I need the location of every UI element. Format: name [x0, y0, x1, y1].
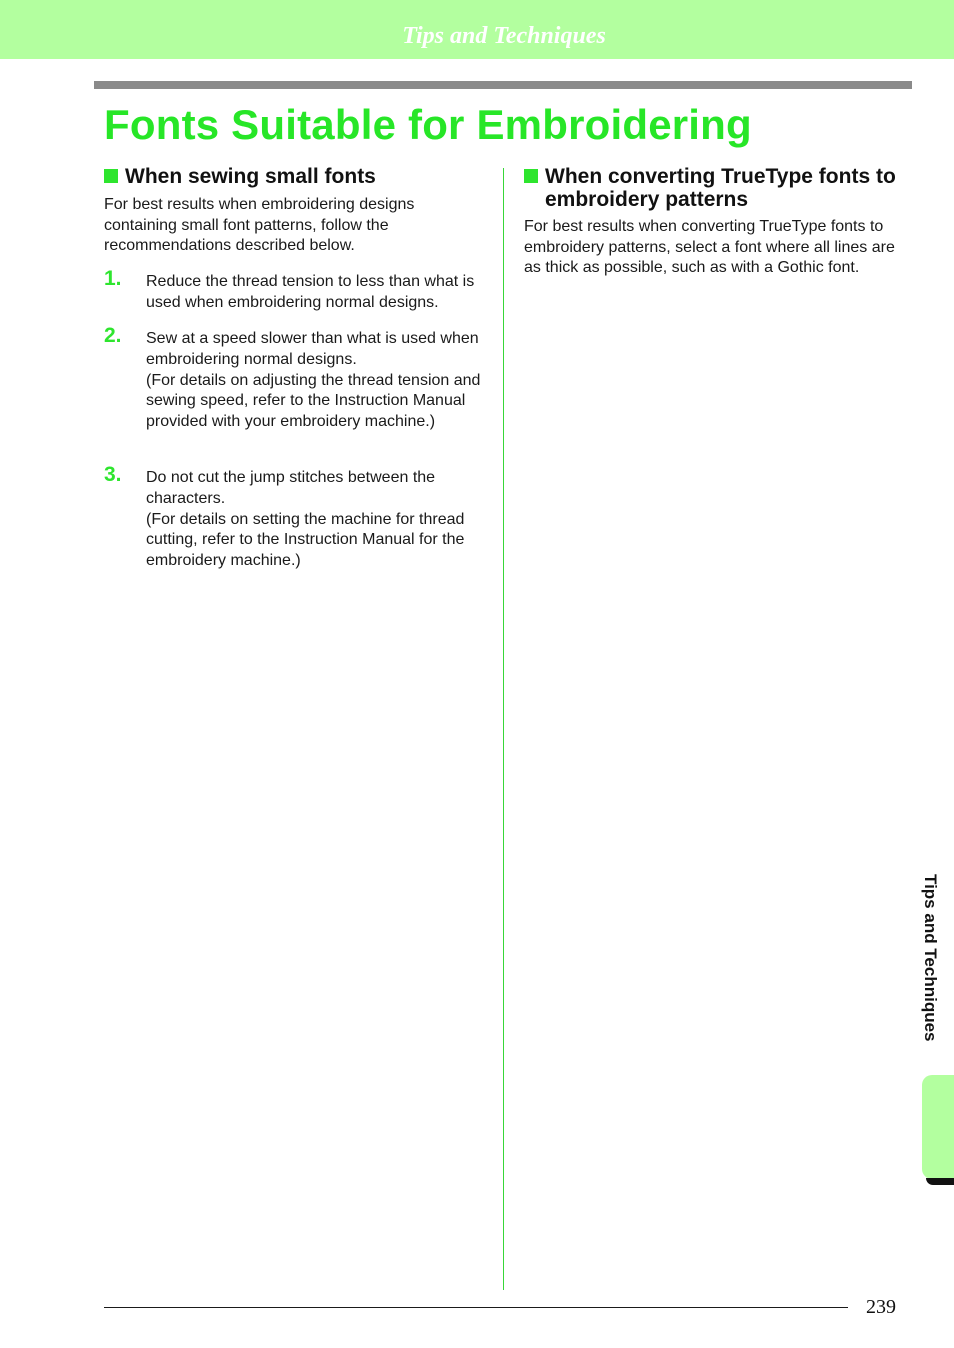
intro-paragraph-truetype: For best results when converting TrueType fonts to embroidery patterns, select a font where all lines are as thick as possible, such as with a Gothic font. — [524, 218, 895, 276]
step-text-first-line: Reduce the thread tension to less than what is — [146, 273, 475, 290]
section-heading-text: When sewing small fonts — [125, 165, 376, 188]
column-divider — [503, 168, 504, 1290]
step-text-first-line: Do not cut the jump stitches between the — [146, 469, 436, 486]
intro-paragraph-small-fonts: For best results when embroidering designs containing small font patterns, follow the recommendations described below. — [104, 196, 415, 254]
square-bullet-icon — [104, 169, 118, 183]
step-number: 1. — [104, 267, 122, 290]
step-text-rest: used when embroidering normal designs. — [146, 294, 439, 311]
step-text-rest: characters. (For details on setting the machine for thread cutting, refer to the Instruction Manual for the embroidery machine.) — [146, 490, 465, 569]
side-tab — [922, 1075, 954, 1179]
step-text-first-line: Sew at a speed slower than what is used when — [146, 330, 479, 347]
step-text-rest: embroidering normal designs. (For details on adjusting the thread tension and sewing speed, refer to the Instruction Manual provided with your embroidery machine.) — [146, 351, 481, 430]
step-number: 3. — [104, 463, 122, 486]
step-text — [146, 328, 491, 432]
square-bullet-icon — [524, 169, 538, 183]
section-heading-text: When converting TrueType fonts to embroidery patterns — [545, 165, 896, 211]
step-text — [146, 271, 491, 314]
section-heading-small-fonts — [104, 165, 494, 188]
side-tab-label: Tips and Techniques — [921, 874, 940, 1042]
title-rule — [94, 81, 912, 89]
page-title: Fonts Suitable for Embroidering — [104, 101, 752, 148]
step-text — [146, 467, 491, 571]
side-tab-shadow — [926, 1178, 954, 1185]
section-heading-truetype — [524, 165, 909, 211]
footer-rule — [104, 1307, 848, 1308]
running-header-title: Tips and Techniques — [402, 23, 606, 49]
page-number: 239 — [866, 1296, 896, 1318]
step-number: 2. — [104, 324, 122, 347]
